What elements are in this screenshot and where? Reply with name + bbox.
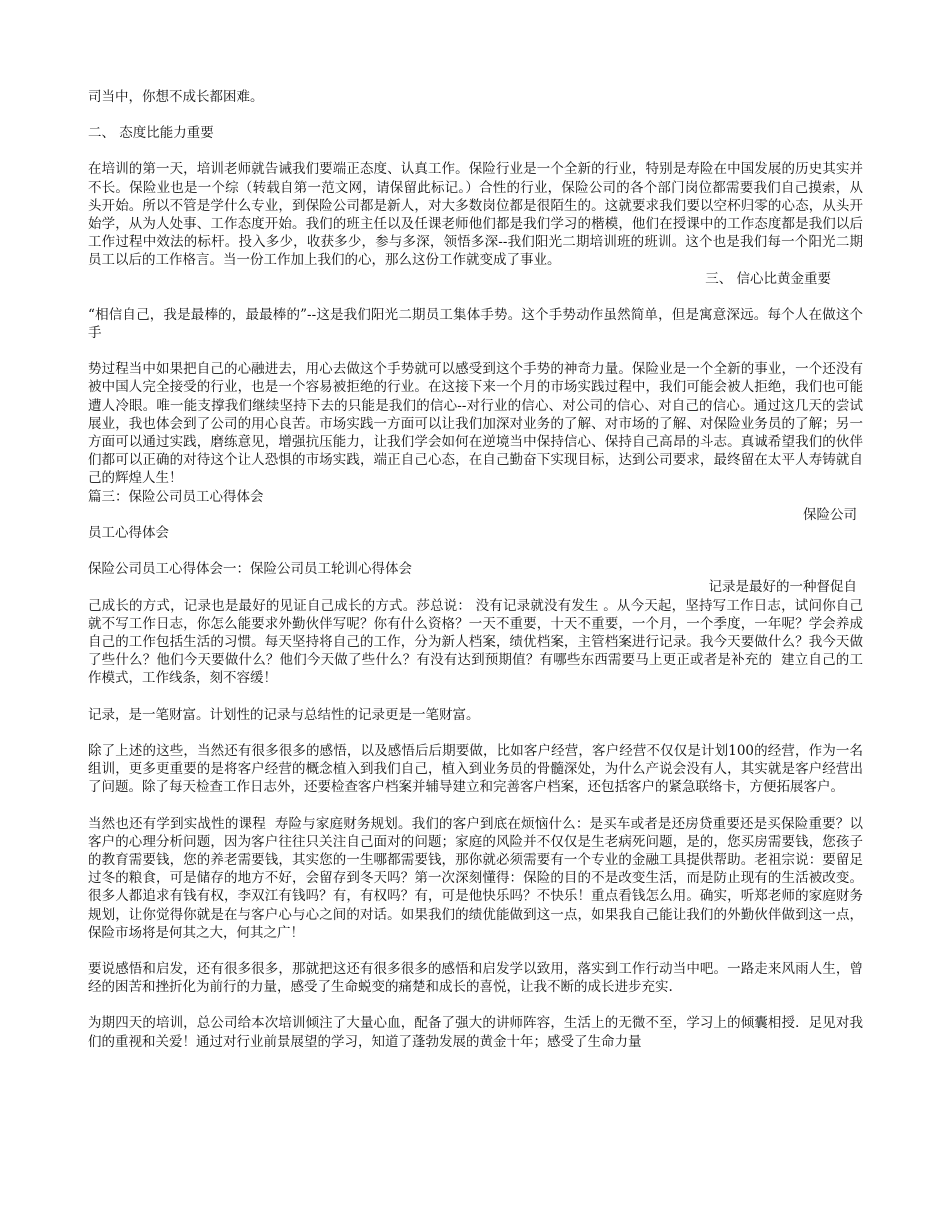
title-right-fragment: 保险公司 <box>803 506 857 523</box>
paragraph-record: 己成长的方式，记录也是最好的见证自己成长的方式。莎总说： 没有记录就没有发生 。从今天起，坚持写工作日志，试问你自己就不写工作日志，你怎么能要求外勤伙伴写呢？你有什么资格？一天不重要，十天不重要，一个月，一个季度，一年呢？学会养成自己的工作包括生活的习惯。每天坚持将自己的工作，分为新人档案，绩优档案，主管档案进行记录。我今天要做什么？我今天做了些什么？他们今天要做什么？他们今天做了些什么？有没有达到预期值？有哪些东西需要马上更正或者是补充的 建立自己的工作模式，工作线条，刻不容缓！ <box>88 597 863 687</box>
paragraph-summary: 为期四天的培训，总公司给本次培训倾注了大量心血，配备了强大的讲师阵容，生活上的无微不至，学习上的倾囊相授．足见对我们的重视和关爱！通过对行业前景展望的学习，知道了蓬勃发展的黄金十年；感受了生命力量 <box>88 1015 863 1050</box>
title-continuation: 员工心得体会 <box>88 525 169 542</box>
record-intro-right: 记录是最好的一种督促自 <box>708 579 857 596</box>
paragraph-customer: 除了上述的这些，当然还有很多很多的感悟，以及感悟后后期要做，比如客户经营，客户经营不仅仅是计划100的经营，作为一名组训，更多更重要的是将客户经营的概念植入到我们自己，植入到业务员的骨髓深处，为什么产说会没有人，其实就是客户经营出了问题。除了每天检查工作日志外，还要检查客户档案并辅导建立和完善客户档案，还包括客户的紧急联络卡，方便拓展客户。 <box>88 742 863 796</box>
section-heading-confidence: 三、 信心比黄金重要 <box>705 270 831 287</box>
chapter-heading: 篇三：保险公司员工心得体会 <box>88 488 264 505</box>
paragraph-wealth: 记录，是一笔财富。计划性的记录与总结性的记录更是一笔财富。 <box>88 706 480 723</box>
document-page <box>88 88 863 1051</box>
paragraph-course: 当然也还有学到实战性的课程 寿险与家庭财务规划。我们的客户到底在烦恼什么：是买车或者是还房贷重要还是买保险重要？以客户的心理分析问题，因为客户往往只关注自己面对的问题；家庭的风险并不仅仅是生老病死问题，是的，您买房需要钱，您孩子的教育需要钱，您的养老需要钱，其实您的一生哪都需要钱，那你就必须需要有一个专业的金融工具提供帮助。老祖宗说：要留足过冬的粮食，可是储存的地方不好，会留存到冬天吗？第一次深刻懂得：保险的目的不是改变生活，而是防止现有的生活被改变。很多人都追求有钱有权，李双江有钱吗？有，有权吗？有，可是他快乐吗？不快乐！重点看钱怎么用。确实，听郑老师的家庭财务规划，让你觉得你就是在与客户心与心之间的对话。如果我们的绩优能做到这一点，如果我自己能让我们的外勤伙伴做到这一点，保险市场将是何其之大，何其之广！ <box>88 815 863 941</box>
paragraph-confidence: 势过程当中如果把自己的心融进去，用心去做这个手势就可以感受到这个手势的神奇力量。保险业是一个全新的事业，一个还没有被中国人完全接受的行业，也是一个容易被拒绝的行业。在这接下来一个月的市场实践过程中，我们可能会被人拒绝，我们也可能遭人冷眼。唯一能支撑我们继续坚持下去的只能是我们的信心--对行业的信心、对公司的信心、对自己的信心。通过这几天的尝试展业，我也体会到了公司的用心良苦。市场实践一方面可以让我们加深对业务的了解、对市场的了解、对保险业务员的了解；另一方面可以通过实践，磨练意见，增强抗压能力，让我们学会如何在逆境当中保持信心、保持自己高昂的斗志。真诚希望我们的伙伴们都可以正确的对待这个让人恐惧的市场实践，端正自己心态，在自己勤奋下实现目标，达到公司要求，最终留在太平人寿铸就自己的辉煌人生！ <box>88 361 863 487</box>
paragraph-continuation: 司当中，你想不成长都困难。 <box>88 89 264 105</box>
paragraph-insight: 要说感悟和启发，还有很多很多，那就把这还有很多很多的感悟和启发学以致用，落实到工作行动当中吧。一路走来风雨人生，曾经的困苦和挫折化为前行的力量，感受了生命蜕变的痛楚和成长的喜悦，让我不断的成长进步充实. <box>88 960 863 996</box>
paragraph-attitude: 在培训的第一天，培训老师就告诫我们要端正态度、认真工作。保险行业是一个全新的行业，特别是寿险在中国发展的历史其实并不长。保险业也是一个综（转载自第一范文网，请保留此标记。）合性的行业，保险公司的各个部门岗位都需要我们自己摸索，从头开始。所以不管是学什么专业，到保险公司都是新人，对大多数岗位都是很陌生的。这就要求我们要以空杯归零的心态，从头开始学，从为人处事、工作态度开始。我们的班主任以及任课老师他们都是我们学习的楷模，他们在授课中的工作态度都是我们以后工作过程中效法的标杆。投入多少，收获多少，参与多深，领悟多深--我们阳光二期培训班的班训。这个也是我们每一个阳光二期员工以后的工作格言。当一份工作加上我们的心，那么这份工作就变成了事业。 <box>88 161 863 269</box>
subheading-training: 保险公司员工心得体会一：保险公司员工轮训心得体会 <box>88 561 412 578</box>
paragraph-gesture-intro: “相信自己，我是最棒的，最最棒的”--这是我们阳光二期员工集体手势。这个手势动作虽然简单，但是寓意深远。每个人在做这个手 <box>88 306 863 342</box>
section-heading-attitude: 二、 态度比能力重要 <box>88 125 214 142</box>
